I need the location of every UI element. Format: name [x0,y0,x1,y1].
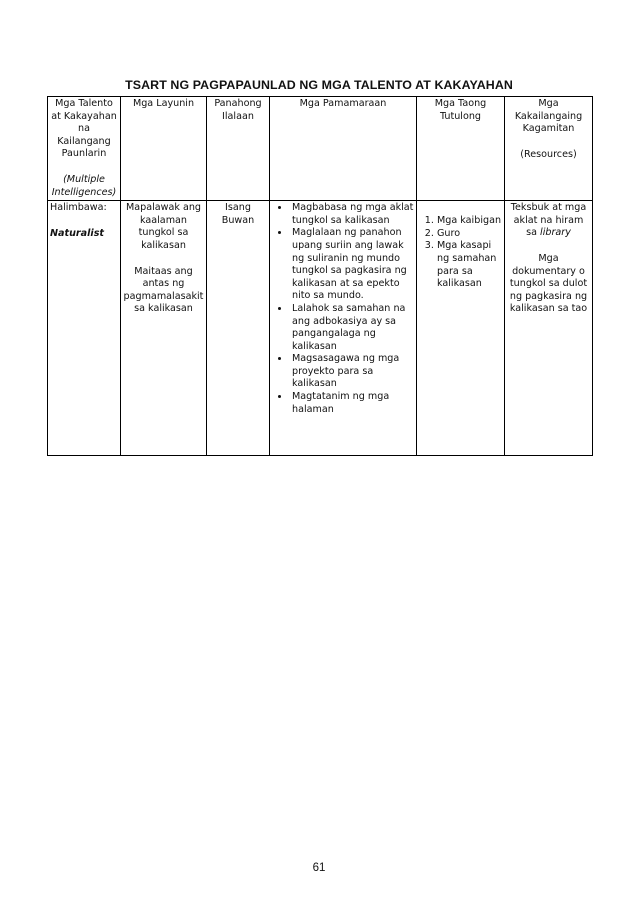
method-item: • Lalahok sa samahan na ang adbokasiya ay sa pangangalaga ng kalikasan [290,303,414,353]
method-item: • Magbabasa ng mga aklat tungkol sa kalikasan [290,202,414,227]
cell-goals [121,201,207,456]
resource-1-text: Teksbuk at mga aklat na hiram sa [510,202,587,239]
cell-talent [48,201,121,456]
resource-2: Mga dokumentary o tungkol sa dulot ng pagkasira ng kalikasan sa tao [509,252,588,315]
table-row [48,201,593,456]
header-period: Panahong Ilalaan [207,97,270,201]
page-number: 61 [312,862,326,874]
page-title: TSART NG PAGPAPAUNLAD NG MGA TALENTO AT KAKAYAHAN [125,78,513,92]
cell-people [417,201,505,456]
header-methods: Mga Pamamaraan [270,97,417,201]
person-item: 3. Mga kasapi ng samahan para sa kalikasan [437,240,502,290]
cell-resources [505,201,593,456]
method-item: • Magtatanim ng mga halaman [290,391,414,416]
goal-1: Mapalawak ang kaalaman tungkol sa kalikasan [125,202,202,251]
cell-period: Isang Buwan [207,201,270,456]
method-item: • Maglalaan ng panahon upang suriin ang lawak ng suliranin ng mundo tungkol sa pagkasira ng kalikasan at sa epekto nito sa mundo. [290,227,414,303]
cell-methods [270,201,417,456]
goal-2: Maitaas ang antas ng pagmamalasakit sa kalikasan [123,265,204,315]
header-resources [505,97,593,201]
person-item: 1. Mga kaibigan [437,215,502,228]
table-header-row [48,97,593,201]
talent-example-value: Naturalist [50,227,104,239]
resource-1-italic: library [540,227,571,239]
header-goals: Mga Layunin [121,97,207,201]
talent-example-label: Halimbawa: [50,202,107,214]
header-talent-label: Mga Talento at Kakayahan na Kailangang Paunlarin [51,98,117,160]
talent-development-table [47,96,593,456]
header-people: Mga Taong Tutulong [417,97,505,201]
method-item: • Magsasagawa ng mga proyekto para sa kalikasan [290,353,414,391]
header-talent [48,97,121,201]
methods-list [272,202,414,416]
header-resources-label: Mga Kakailangaing Kagamitan [514,98,583,135]
header-talent-note: (Multiple Intelligences) [51,173,117,198]
people-list [419,215,502,291]
resource-1 [507,202,590,240]
header-resources-note: (Resources) [520,148,577,160]
person-item: 2. Guro [437,228,502,241]
